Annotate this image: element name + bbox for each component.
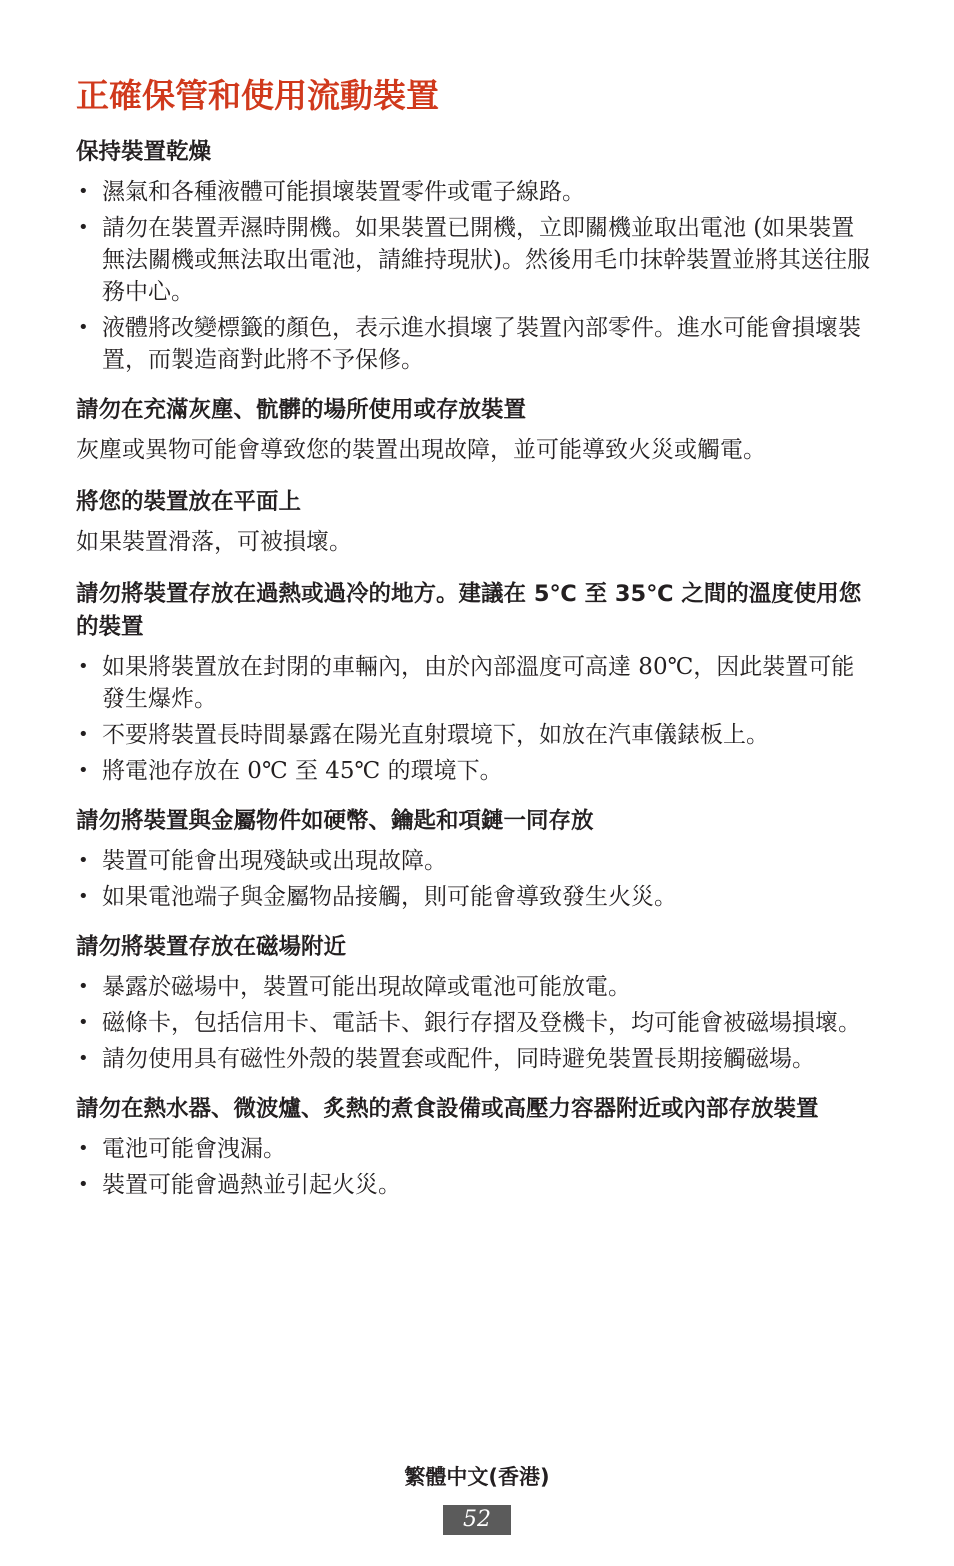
page-number: 52 xyxy=(443,1505,511,1535)
bullet-list xyxy=(76,1133,876,1201)
bullet-icon: • xyxy=(78,1012,89,1033)
bullet-icon: • xyxy=(78,850,89,871)
section-body: 灰塵或異物可能會導致您的裝置出現故障，並可能導致火災或觸電。 xyxy=(76,437,766,463)
list-item xyxy=(76,755,876,787)
bullet-icon: • xyxy=(78,1048,89,1069)
section-heading: 保持裝置乾燥 xyxy=(76,139,212,165)
bullet-list xyxy=(76,845,876,913)
list-item-text: 暴露於磁場中，裝置可能出現故障或電池可能放電。 xyxy=(102,974,631,1000)
section-temperature xyxy=(76,578,876,787)
list-item-text: 裝置可能會過熱並引起火災。 xyxy=(102,1172,401,1198)
list-item xyxy=(76,1043,876,1075)
bullet-icon: • xyxy=(78,760,89,781)
list-item xyxy=(76,719,876,751)
list-item-text: 濕氣和各種液體可能損壞裝置零件或電子線路。 xyxy=(102,179,585,205)
section-magnetic-fields xyxy=(76,931,876,1075)
list-item xyxy=(76,176,876,208)
list-item-text: 裝置可能會出現殘缺或出現故障。 xyxy=(102,848,447,874)
list-item-text: 如果將裝置放在封閉的車輛內，由於內部溫度可高達 80℃，因此裝置可能發生爆炸。 xyxy=(102,654,855,712)
bullet-icon: • xyxy=(78,181,89,202)
list-item-text: 如果電池端子與金屬物品接觸，則可能會導致發生火災。 xyxy=(102,884,677,910)
section-body: 如果裝置滑落，可被損壞。 xyxy=(76,529,352,555)
list-item xyxy=(76,1169,876,1201)
section-heat-sources xyxy=(76,1093,876,1201)
section-heading: 請勿將裝置與金屬物件如硬幣、鑰匙和項鏈一同存放 xyxy=(76,808,594,834)
bullet-icon: • xyxy=(78,724,89,745)
list-item-text: 電池可能會洩漏。 xyxy=(102,1136,286,1162)
section-heading: 請勿將裝置存放在過熱或過冷的地方。建議在 5℃ 至 35℃ 之間的溫度使用您的裝置 xyxy=(76,581,862,640)
list-item xyxy=(76,971,876,1003)
bullet-icon: • xyxy=(78,656,89,677)
list-item-text: 請勿使用具有磁性外殼的裝置套或配件，同時避免裝置長期接觸磁場。 xyxy=(102,1046,815,1072)
bullet-icon: • xyxy=(78,1138,89,1159)
list-item xyxy=(76,1133,876,1165)
list-item xyxy=(76,312,876,376)
section-keep-dry xyxy=(76,136,876,376)
bullet-list xyxy=(76,971,876,1075)
bullet-icon: • xyxy=(78,886,89,907)
section-metal-objects xyxy=(76,805,876,913)
list-item xyxy=(76,651,876,715)
bullet-icon: • xyxy=(78,976,89,997)
list-item xyxy=(76,212,876,308)
bullet-icon: • xyxy=(78,217,89,238)
section-dust xyxy=(76,394,876,466)
bullet-list xyxy=(76,176,876,376)
bullet-icon: • xyxy=(78,317,89,338)
page-content xyxy=(76,70,876,1219)
bullet-icon: • xyxy=(78,1174,89,1195)
list-item-text: 請勿在裝置弄濕時開機。如果裝置已開機，立即關機並取出電池 (如果裝置無法關機或無法取出電池，請維持現狀)。然後用毛巾抹幹裝置並將其送往服務中心。 xyxy=(102,215,870,305)
bullet-list xyxy=(76,651,876,787)
section-heading: 將您的裝置放在平面上 xyxy=(76,489,302,515)
list-item-text: 液體將改變標籤的顏色，表示進水損壞了裝置內部零件。進水可能會損壞裝置，而製造商對此將不予保修。 xyxy=(102,315,861,373)
list-item xyxy=(76,845,876,877)
section-heading: 請勿在充滿灰塵、骯髒的場所使用或存放裝置 xyxy=(76,397,527,423)
section-heading: 請勿在熱水器、微波爐、炙熱的煮食設備或高壓力容器附近或內部存放裝置 xyxy=(76,1096,819,1122)
list-item xyxy=(76,1007,876,1039)
section-flat-surface xyxy=(76,486,876,558)
footer-language-label: 繁體中文(香港) xyxy=(404,1465,550,1489)
page-title: 正確保管和使用流動裝置 xyxy=(76,76,439,115)
list-item-text: 磁條卡，包括信用卡、電話卡、銀行存摺及登機卡，均可能會被磁場損壞。 xyxy=(102,1010,861,1036)
list-item-text: 不要將裝置長時間暴露在陽光直射環境下，如放在汽車儀錶板上。 xyxy=(102,722,769,748)
list-item xyxy=(76,881,876,913)
list-item-text: 將電池存放在 0℃ 至 45℃ 的環境下。 xyxy=(102,758,503,784)
section-heading: 請勿將裝置存放在磁場附近 xyxy=(76,934,347,960)
